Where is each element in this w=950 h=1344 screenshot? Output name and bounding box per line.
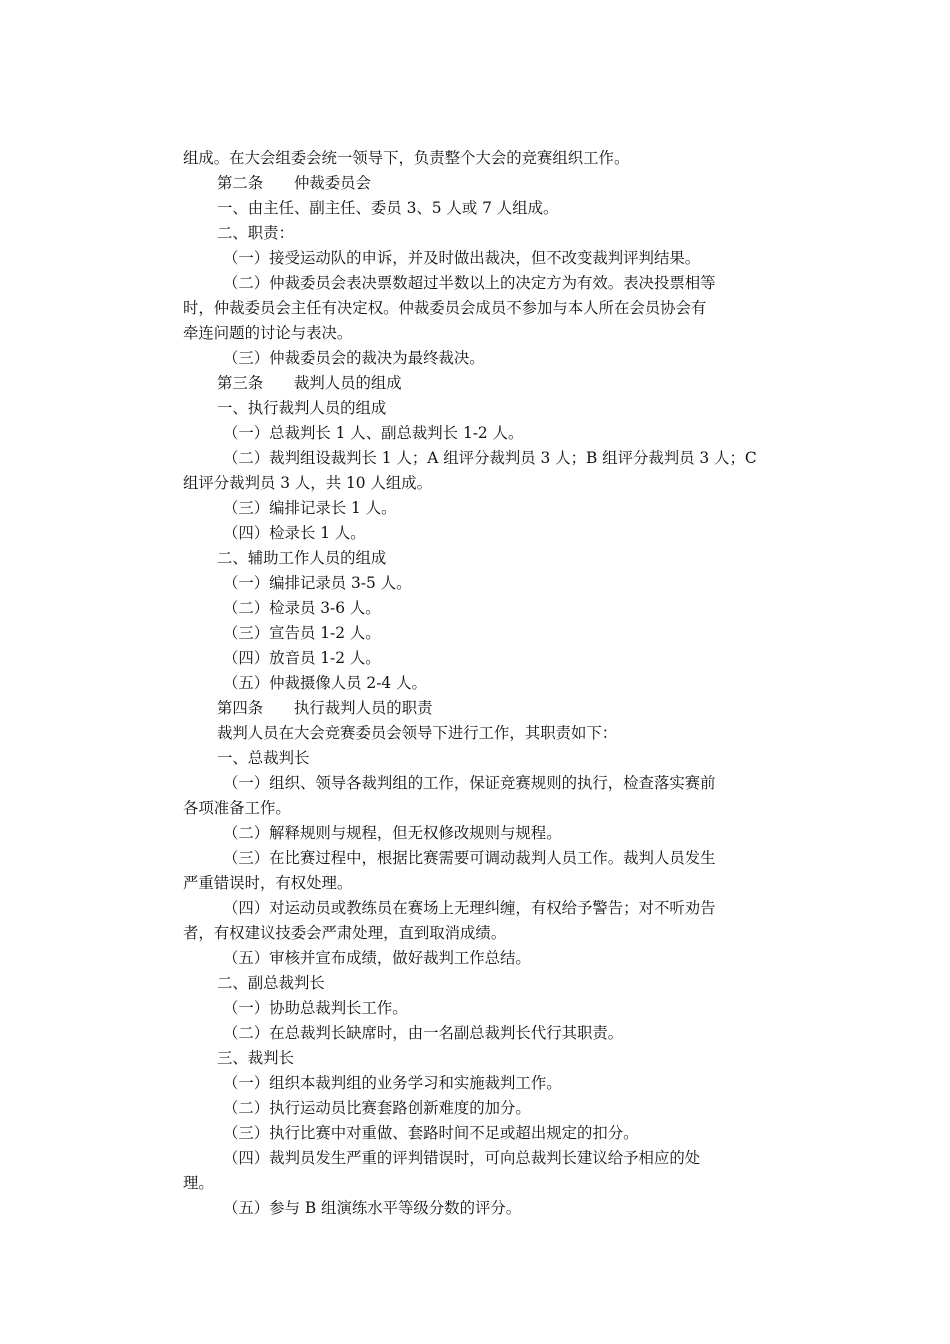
text-line: （三）仲裁委员会的裁决为最终裁决。 [223,349,485,367]
text-line: 一、总裁判长 [217,749,310,767]
text-line: 严重错误时，有权处理。 [183,874,353,892]
text-line: （五）参与 B 组演练水平等级分数的评分。 [223,1199,522,1217]
text-line: （四）裁判员发生严重的评判错误时，可向总裁判长建议给予相应的处 [223,1149,701,1167]
text-line: 二、辅助工作人员的组成 [217,549,387,567]
text-line: （一）编排记录员 3-5 人。 [223,574,412,592]
text-line: 二、副总裁判长 [217,974,325,992]
text-line: （二）在总裁判长缺席时，由一名副总裁判长代行其职责。 [223,1024,624,1042]
text-line: （三）执行比赛中对重做、套路时间不足或超出规定的扣分。 [223,1124,639,1142]
text-line: （三）编排记录长 1 人。 [223,499,397,517]
text-line: 第四条 执行裁判人员的职责 [217,699,433,717]
text-line: 三、裁判长 [217,1049,294,1067]
text-line: （五）仲裁摄像人员 2-4 人。 [223,674,427,692]
text-line: 第二条 仲裁委员会 [217,174,371,192]
text-line: （一）总裁判长 1 人、副总裁判长 1-2 人。 [223,424,524,442]
document-body [183,146,768,1221]
text-line: 者，有权建议技委会严肃处理，直到取消成绩。 [183,924,507,942]
text-line: （二）执行运动员比赛套路创新难度的加分。 [223,1099,531,1117]
text-line: （二）仲裁委员会表决票数超过半数以上的决定方为有效。表决投票相等 [223,274,716,292]
text-line: （二）解释规则与规程，但无权修改规则与规程。 [223,824,562,842]
text-line: 组评分裁判员 3 人，共 10 人组成。 [183,474,433,492]
text-line: （四）检录长 1 人。 [223,524,366,542]
text-line: （四）对运动员或教练员在赛场上无理纠缠，有权给予警告；对不听劝告 [223,899,716,917]
text-line: 一、执行裁判人员的组成 [217,399,387,417]
text-line: （一）接受运动队的申诉，并及时做出裁决，但不改变裁判评判结果。 [223,249,701,267]
text-line: 一、由主任、副主任、委员 3、5 人或 7 人组成。 [217,199,559,217]
text-line: 各项准备工作。 [183,799,291,817]
text-line: （二）检录员 3-6 人。 [223,599,381,617]
text-line: 裁判人员在大会竞赛委员会领导下进行工作，其职责如下： [217,724,618,742]
text-line: 时，仲裁委员会主任有决定权。仲裁委员会成员不参加与本人所在会员协会有 [183,299,707,317]
text-line: 第三条 裁判人员的组成 [217,374,402,392]
text-line: （二）裁判组设裁判长 1 人；A 组评分裁判员 3 人；B 组评分裁判员 3 人；C [223,449,757,467]
text-line: 理。 [183,1174,214,1192]
text-line: （四）放音员 1-2 人。 [223,649,381,667]
text-line: （一）组织本裁判组的业务学习和实施裁判工作。 [223,1074,562,1092]
text-line: 组成。在大会组委会统一领导下，负责整个大会的竞赛组织工作。 [183,149,630,167]
text-line: （一）协助总裁判长工作。 [223,999,408,1017]
text-line: （一）组织、领导各裁判组的工作，保证竞赛规则的执行，检查落实赛前 [223,774,716,792]
text-line: （五）审核并宣布成绩，做好裁判工作总结。 [223,949,531,967]
text-line: 二、职责： [217,224,294,242]
text-line: （三）在比赛过程中，根据比赛需要可调动裁判人员工作。裁判人员发生 [223,849,716,867]
text-line: （三）宣告员 1-2 人。 [223,624,381,642]
text-line: 牵连问题的讨论与表决。 [183,324,353,342]
